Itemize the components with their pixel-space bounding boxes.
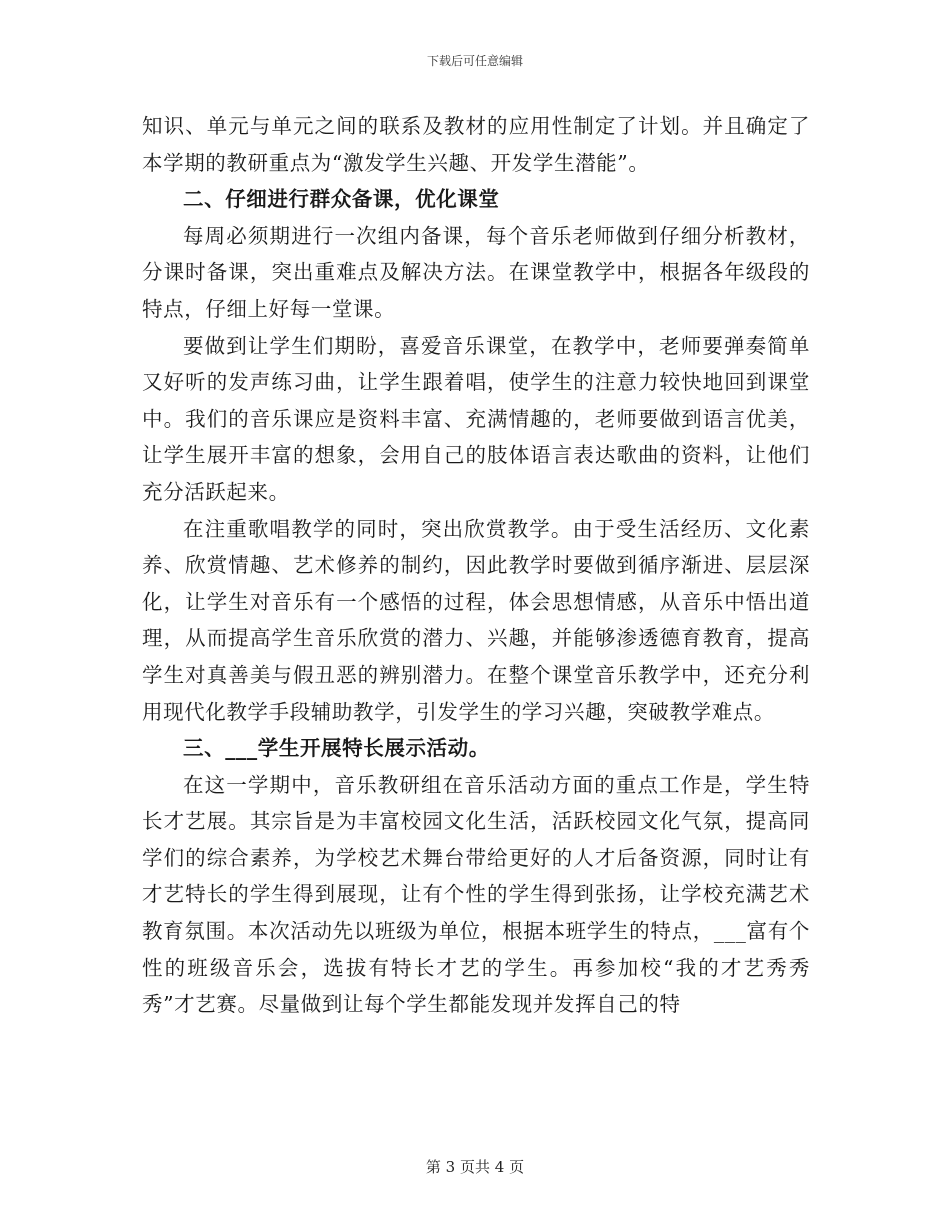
- page-footer-number: 第 3 页共 4 页: [425, 1158, 525, 1176]
- paragraph-continuation: 知识、单元与单元之间的联系及教材的应用性制定了计划。并且确定了本学期的教研重点为“激发学生兴趣、开发学生潜能”。: [142, 114, 810, 175]
- paragraph-appreciation-teaching: 在注重歌唱教学的同时，突出欣赏教学。由于受生活经历、文化素养、欣赏情趣、艺术修养的制约，因此教学时要做到循序渐进、层层深化，让学生对音乐有一个感悟的过程，体会思想情感，从音乐中悟出道理，从而提高学生音乐欣赏的潜力、兴趣，并能够渗透德育教育，提高学生对真善美与假丑恶的辨别潜力。在整个课堂音乐教学中，还充分利用现代化教学手段辅助教学，引发学生的学习兴趣，突破教学难点。: [142, 516, 810, 724]
- paragraph-group-lesson-prep: 每周必须期进行一次组内备课，每个音乐老师做到仔细分析教材，分课时备课，突出重难点及解决方法。在课堂教学中，根据各年级段的特点，仔细上好每一堂课。: [142, 223, 810, 321]
- page-header-note: 下载后可任意编辑: [426, 54, 523, 68]
- paragraph-talent-show: 在这一学期中，音乐教研组在音乐活动方面的重点工作是，学生特长才艺展。其宗旨是为丰富校园文化生活，活跃校园文化气氛，提高同学们的综合素养，为学校艺术舞台带给更好的人才后备资源，同时让有才艺特长的学生得到展现，让有个性的学生得到张扬，让学校充满艺术教育氛围。本次活动先以班级为单位，根据本班学生的特点，___富有个性的班级音乐会，选拔有特长才艺的学生。再参加校“我的才艺秀秀秀”才艺赛。尽量做到让每个学生都能发现并发挥自己的特: [142, 772, 810, 1017]
- paragraph-engaging-class: 要做到让学生们期盼，喜爱音乐课堂，在教学中，老师要弹奏简单又好听的发声练习曲，让学生跟着唱，使学生的注意力较快地回到课堂中。我们的音乐课应是资料丰富、充满情趣的，老师要做到语言优美，让学生展开丰富的想象，会用自己的肢体语言表达歌曲的资料，让他们充分活跃起来。: [142, 333, 810, 504]
- section-heading-3: 三、___学生开展特长展示活动。: [183, 736, 490, 761]
- document-body: [142, 108, 810, 1023]
- section-heading-2: 二、仔细进行群众备课，优化课堂: [183, 187, 500, 212]
